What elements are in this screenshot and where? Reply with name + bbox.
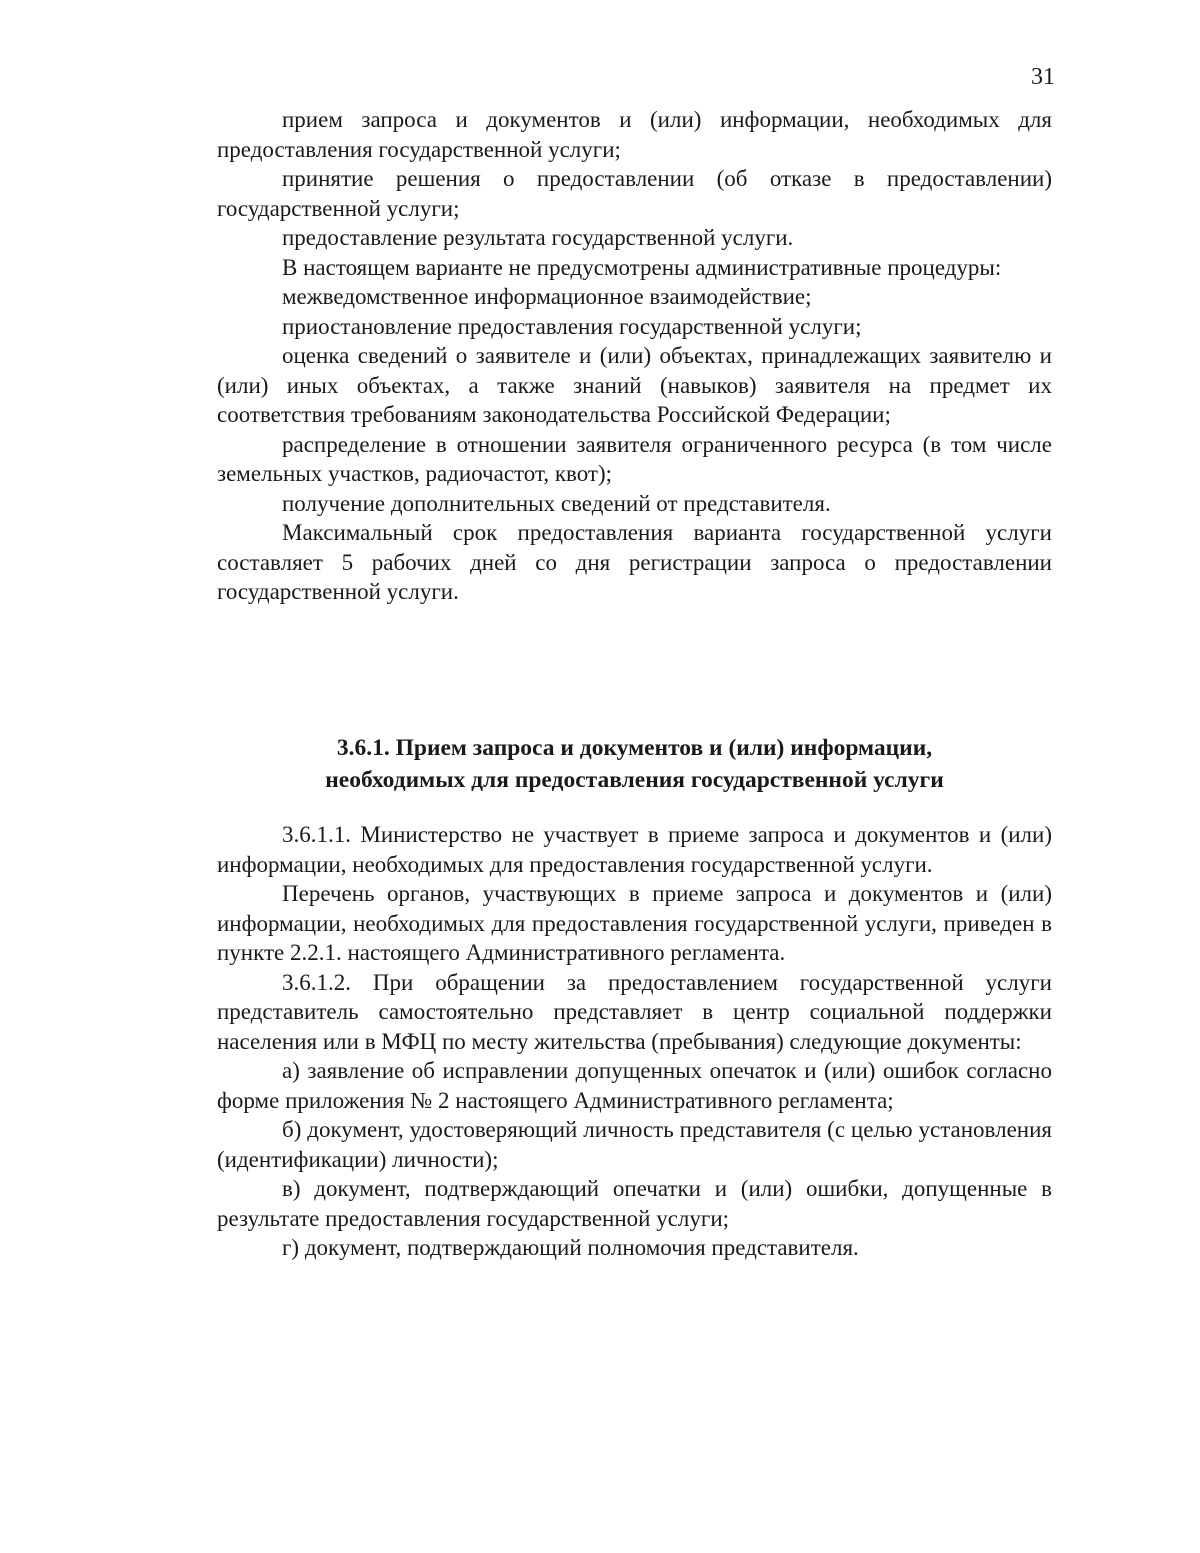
page-number: 31 (1031, 64, 1055, 90)
paragraph: В настоящем варианте не предусмотрены административные процедуры: (282, 254, 1002, 280)
paragraph: г) документ, подтверждающий полномочия представителя. (282, 1235, 859, 1260)
paragraph: приостановление предоставления государственной услуги; (282, 313, 862, 339)
paragraph: межведомственное информационное взаимодействие; (282, 284, 812, 309)
paragraph: оценка сведений о заявителе и (или) объектах, принадлежащих заявителю и (или) иных объектах, а также знаний (навыков) заявителя на предмет их соответствия требованиям законодательства Российской Федерации; (217, 343, 1052, 427)
paragraph: в) документ, подтверждающий опечатки и (или) ошибки, допущенные в результате предоставления государственной услуги; (217, 1176, 1052, 1231)
paragraph: Перечень органов, участвующих в приеме запроса и документов и (или) информации, необходимых для предоставления государственной услуги, приведен в пункте 2.2.1. настоящего Административного регламента. (217, 881, 1052, 965)
paragraph: а) заявление об исправлении допущенных опечаток и (или) ошибок согласно форме приложения № 2 настоящего Административного регламента; (217, 1058, 1052, 1113)
paragraph: 3.6.1.2. При обращении за предоставлением государственной услуги представитель самостоятельно представляет в центр социальной поддержки населения или в МФЦ по месту жительства (пребывания) следующие документы: (217, 969, 1052, 1054)
paragraph: Максимальный срок предоставления варианта государственной услуги составляет 5 рабочих дней со дня регистрации запроса о предоставлении государственной услуги. (217, 520, 1052, 604)
body-text-top (217, 105, 1052, 607)
paragraph: прием запроса и документов и (или) информации, необходимых для предоставления государственной услуги; (217, 107, 1052, 162)
section-heading-line: 3.6.1. Прием запроса и документов и (или) информации, (336, 735, 933, 761)
paragraph: 3.6.1.1. Министерство не участвует в приеме запроса и документов и (или) информации, необходимых для предоставления государственной услуги. (217, 822, 1052, 877)
paragraph: распределение в отношении заявителя ограниченного ресурса (в том числе земельных участков, радиочастот, квот); (217, 431, 1052, 486)
section-heading (217, 732, 1052, 796)
body-text-bottom (217, 820, 1052, 1263)
section-heading-line: необходимых для предоставления государственной услуги (325, 767, 944, 793)
paragraph: предоставление результата государственной услуги. (282, 225, 794, 250)
paragraph: б) документ, удостоверяющий личность представителя (с целью установления (идентификации) личности); (217, 1117, 1052, 1172)
paragraph: получение дополнительных сведений от представителя. (282, 490, 831, 516)
paragraph: принятие решения о предоставлении (об отказе в предоставлении) государственной услуги; (217, 166, 1052, 221)
